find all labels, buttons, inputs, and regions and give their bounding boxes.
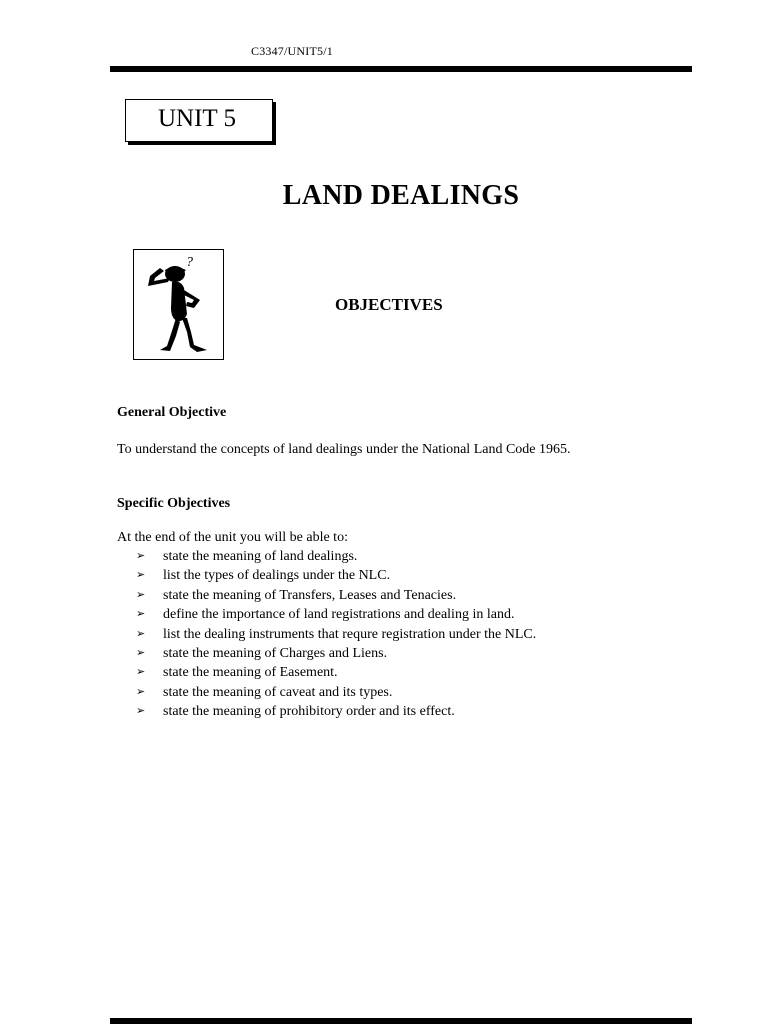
footer-rule xyxy=(110,1018,692,1024)
page-header-code: C3347/UNIT5/1 xyxy=(251,44,333,58)
specific-objectives-intro: At the end of the unit you will be able to: xyxy=(117,530,348,545)
arrow-bullet-icon: ➢ xyxy=(136,550,146,562)
question-mark: ? xyxy=(186,255,193,270)
header-rule xyxy=(110,66,692,72)
arrow-bullet-icon: ➢ xyxy=(136,608,146,621)
arrow-bullet-icon: ➢ xyxy=(136,685,146,698)
arrow-bullet-icon: ➢ xyxy=(136,666,146,679)
objectives-heading: OBJECTIVES xyxy=(335,295,443,314)
arrow-bullet-icon: ➢ xyxy=(136,588,146,601)
arrow-bullet-icon: ➢ xyxy=(136,646,146,659)
unit-label: UNIT 5 xyxy=(158,105,237,132)
specific-objectives-heading: Specific Objectives xyxy=(117,496,231,511)
general-objective-heading: General Objective xyxy=(117,405,227,420)
thinking-figure-frame xyxy=(133,249,224,360)
unit-label-box xyxy=(125,99,273,142)
arrow-bullet-icon: ➢ xyxy=(136,569,146,582)
arrow-bullet-icon: ➢ xyxy=(136,705,146,718)
page-title: LAND DEALINGS xyxy=(282,180,520,211)
arrow-bullet-icon: ➢ xyxy=(136,627,146,640)
general-objective-text: To understand the concepts of land dealings under the National Land Code 1965. xyxy=(117,442,571,457)
thinking-figure-icon xyxy=(134,250,223,359)
